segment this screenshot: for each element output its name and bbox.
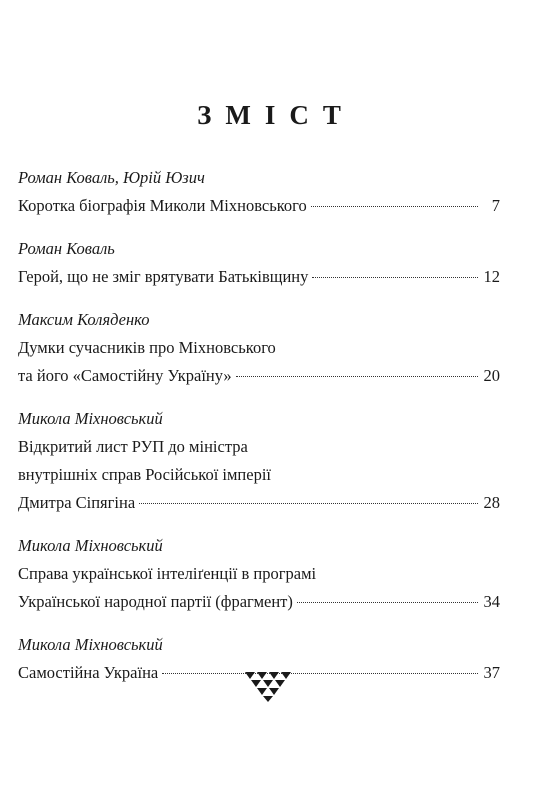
entry-author: Роман Коваль bbox=[18, 239, 115, 258]
entry-author: Микола Міхновський bbox=[18, 409, 163, 428]
dot-leader bbox=[312, 277, 478, 278]
toc-entry bbox=[18, 235, 500, 291]
entry-title: Української народної партії (фрагмент) bbox=[18, 592, 293, 611]
entry-title-line[interactable] bbox=[18, 263, 500, 291]
page-number: 20 bbox=[483, 366, 500, 385]
dot-leader bbox=[236, 376, 478, 377]
entry-title: Герой, що не зміг врятувати Батьківщину bbox=[18, 267, 309, 286]
entry-author: Роман Коваль, Юрій Юзич bbox=[18, 168, 205, 187]
entry-title-line[interactable] bbox=[18, 192, 500, 220]
entry-title-line[interactable] bbox=[18, 362, 500, 390]
dot-leader bbox=[139, 503, 478, 504]
page-number: 37 bbox=[483, 663, 500, 682]
entry-title: Справа української інтеліґенції в програмі bbox=[18, 564, 317, 583]
triangle-ornament-icon bbox=[245, 672, 293, 702]
entry-title-line[interactable] bbox=[18, 588, 500, 616]
entry-title: Дмитра Сіпягіна bbox=[18, 493, 136, 512]
entry-title: Думки сучасників про Міхновського bbox=[18, 338, 276, 357]
entry-title: Самостійна Україна bbox=[18, 663, 159, 682]
entry-title: внутрішніх справ Російської імперії bbox=[18, 465, 272, 484]
entry-title-line[interactable] bbox=[18, 489, 500, 517]
entry-author: Микола Міхновський bbox=[18, 536, 163, 555]
entry-title: Коротка біографія Миколи Міхновського bbox=[18, 196, 307, 215]
toc-entry bbox=[18, 306, 500, 390]
toc-entry bbox=[18, 164, 500, 220]
page-number: 28 bbox=[483, 493, 500, 512]
page-title: ЗМІСТ bbox=[197, 100, 355, 130]
table-of-contents bbox=[18, 164, 500, 702]
page-number: 7 bbox=[491, 196, 500, 215]
toc-entry bbox=[18, 532, 500, 616]
dot-leader bbox=[162, 673, 478, 674]
page-number: 34 bbox=[483, 592, 500, 611]
page-number: 12 bbox=[483, 267, 500, 286]
entry-author: Микола Міхновський bbox=[18, 635, 163, 654]
dot-leader bbox=[297, 602, 478, 603]
dot-leader bbox=[311, 206, 478, 207]
entry-title: Відкритий лист РУП до міністра bbox=[18, 437, 248, 456]
entry-author: Максим Коляденко bbox=[18, 310, 150, 329]
entry-title: та його «Самостійну Україну» bbox=[18, 366, 232, 385]
toc-entry bbox=[18, 405, 500, 517]
